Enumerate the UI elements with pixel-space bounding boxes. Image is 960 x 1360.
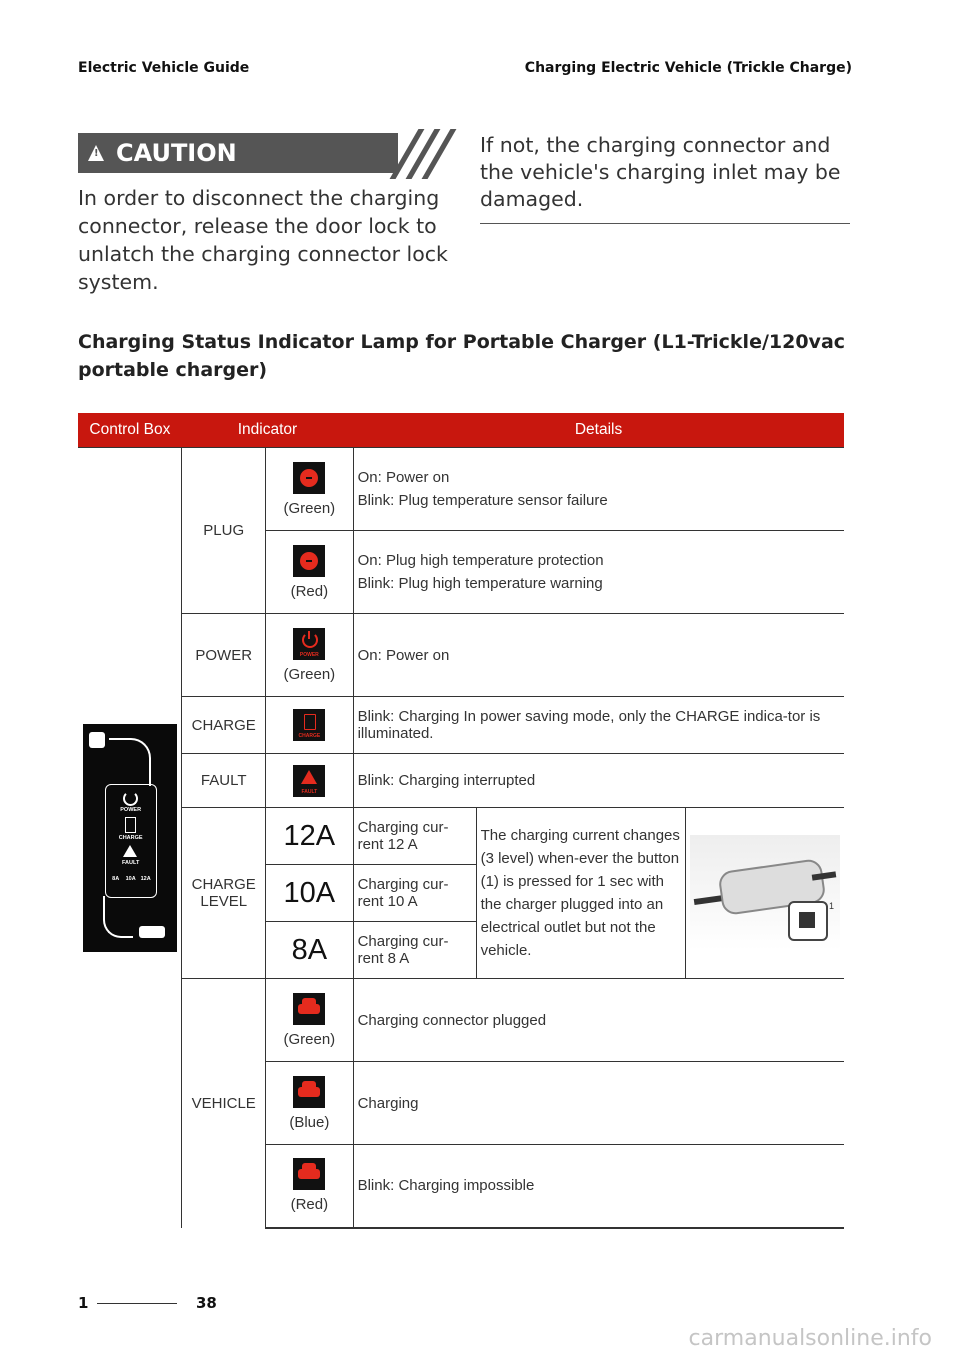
indicator-fault: FAULT: [182, 754, 266, 808]
indicator-vehicle: VEHICLE: [182, 979, 266, 1228]
watermark: carmanualsonline.info: [688, 1326, 932, 1351]
table-row: [78, 614, 844, 697]
amp-8-label: 8A: [112, 875, 120, 882]
caution-stripes: [398, 133, 446, 173]
plug-icon: [293, 545, 325, 577]
power-icon: [123, 791, 138, 806]
car-icon: [293, 993, 325, 1025]
power-icon: POWER: [293, 628, 325, 660]
indicator-icon-cell: [266, 1145, 353, 1228]
indicator-charge-level: CHARGE LEVEL: [182, 808, 266, 979]
caution-text: In order to disconnect the charging connector, release the door lock to unlatch the charging connector lock system.: [78, 186, 448, 294]
caution-banner: [78, 133, 446, 173]
car-icon: [139, 926, 165, 938]
detail-cell: Charging cur-rent 10 A: [353, 865, 476, 922]
detail-cell: Charging connector plugged: [353, 979, 844, 1062]
control-box-cell: [78, 448, 182, 1228]
table-row: [78, 448, 844, 531]
fault-warning-icon: FAULT: [293, 765, 325, 797]
fault-label: FAULT: [122, 859, 140, 866]
detail-cell: Blink: Charging interrupted: [353, 754, 844, 808]
charge-label: CHARGE: [118, 834, 143, 841]
charger-photo: [690, 835, 840, 951]
detail-cell: Charging cur-rent 12 A: [353, 808, 476, 865]
indicator-icon-cell: [266, 754, 353, 808]
plug-icon: [293, 462, 325, 494]
battery-icon: CHARGE: [293, 709, 325, 741]
outlet-icon: [89, 732, 105, 748]
indicator-icon-cell: [266, 1062, 353, 1145]
battery-icon: [125, 817, 136, 833]
warning-icon: !: [88, 145, 104, 161]
car-icon: [293, 1158, 325, 1190]
col-header-details: Details: [353, 413, 844, 448]
detail-cell: Blink: Charging impossible: [353, 1145, 844, 1228]
indicator-charge: CHARGE: [182, 697, 266, 754]
divider: [480, 223, 850, 224]
control-box-image: [83, 724, 177, 952]
chapter-number: 1: [78, 1294, 89, 1312]
press-button-icon: [799, 912, 815, 928]
amp-10-label: 10A: [125, 875, 136, 882]
amp-8: 8A: [266, 922, 353, 979]
indicator-icon-cell: [266, 979, 353, 1062]
indicator-power: POWER: [182, 614, 266, 697]
indicator-color: (Red): [290, 1196, 329, 1214]
charge-level-note: The charging current changes (3 level) when-ever the button (1) is pressed for 1 sec with the charger plugged into an electrical outlet but not the vehicle.: [476, 808, 685, 979]
indicator-icon-cell: [266, 531, 353, 614]
header-section-title: Charging Electric Vehicle (Trickle Charge): [524, 60, 852, 76]
fault-icon: [123, 845, 137, 857]
col-header-indicator: Indicator: [182, 413, 353, 448]
indicator-color: (Green): [283, 1030, 336, 1048]
indicator-color: (Green): [283, 665, 336, 683]
indicator-icon-cell: [266, 448, 353, 531]
button-callout: 1: [788, 901, 828, 941]
detail-cell: Blink: Charging In power saving mode, only the CHARGE indica-tor is illuminated.: [353, 697, 844, 754]
header-guide-title: Electric Vehicle Guide: [78, 60, 250, 76]
detail-cell: Charging: [353, 1062, 844, 1145]
car-icon: [293, 1076, 325, 1108]
table-row: [78, 754, 844, 808]
indicator-icon-cell: [266, 697, 353, 754]
right-column-text: If not, the charging connector and the vehicle's charging inlet may be damaged.: [480, 133, 841, 211]
indicator-plug: PLUG: [182, 448, 266, 614]
footer-divider: [97, 1303, 177, 1304]
table-row: [78, 808, 844, 865]
amp-10: 10A: [266, 865, 353, 922]
table-row: [78, 979, 844, 1062]
indicator-color: (Blue): [289, 1113, 330, 1131]
table-header-row: [78, 413, 844, 448]
detail-cell: Charging cur-rent 8 A: [353, 922, 476, 979]
indicator-color: (Red): [290, 582, 329, 600]
amp-12: 12A: [266, 808, 353, 865]
caution-title: CAUTION: [116, 139, 237, 167]
table-row: [78, 697, 844, 754]
col-header-control-box: Control Box: [78, 413, 182, 448]
amp-12-label: 12A: [140, 875, 151, 882]
section-title: Charging Status Indicator Lamp for Portable Charger (L1-Trickle/120vac portable charger): [78, 331, 846, 381]
detail-cell: On: Power on: [353, 614, 844, 697]
power-label: POWER: [120, 806, 142, 813]
detail-cell: On: Plug high temperature protection Blink: Plug high temperature warning: [353, 531, 844, 614]
indicator-color: (Green): [283, 499, 336, 517]
page-number: 38: [196, 1294, 217, 1312]
charger-photo-cell: [685, 808, 844, 979]
status-table: [78, 413, 844, 1229]
indicator-icon-cell: [266, 614, 353, 697]
detail-cell: On: Power on Blink: Plug temperature sensor failure: [353, 448, 844, 531]
